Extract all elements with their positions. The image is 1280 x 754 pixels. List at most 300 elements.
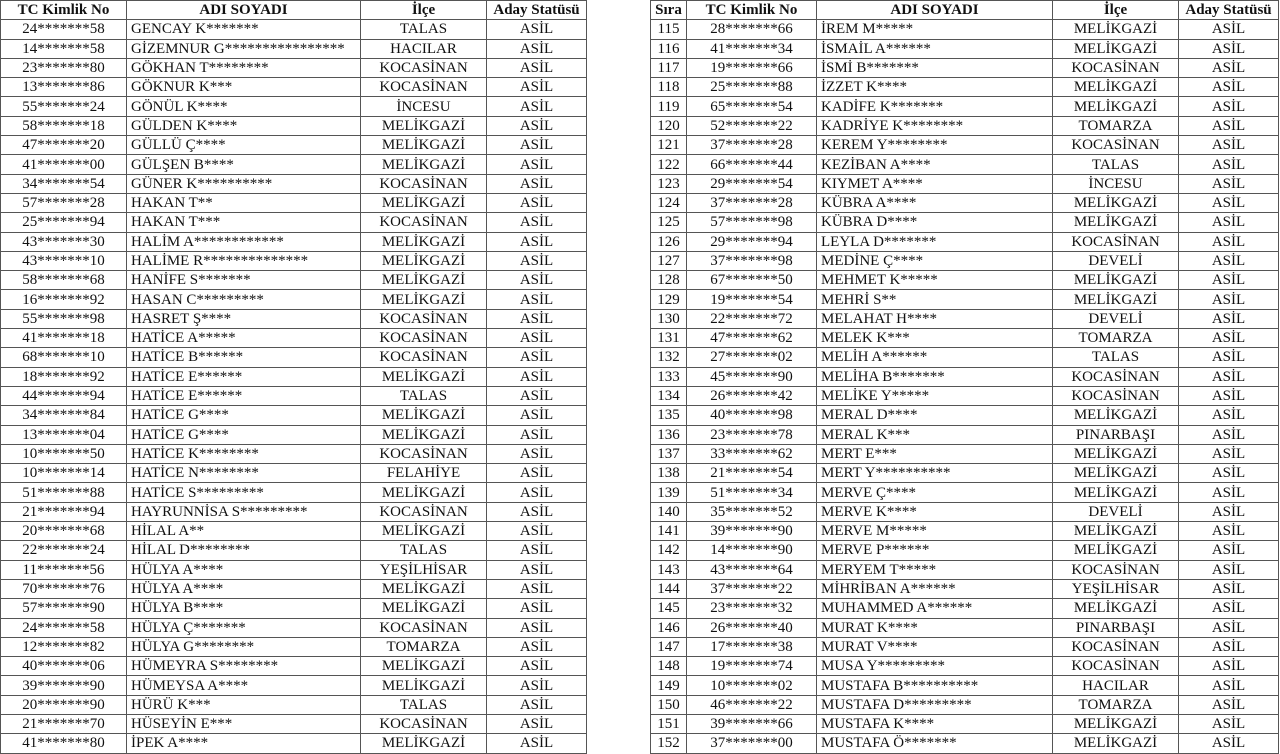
status-cell: ASİL	[487, 714, 587, 733]
tc-no-cell: 20*******90	[1, 695, 127, 714]
district-cell: FELAHİYE	[361, 464, 487, 483]
district-cell: MELİKGAZİ	[361, 232, 487, 251]
status-cell: ASİL	[487, 155, 587, 174]
table-row	[1, 425, 587, 444]
district-cell: MELİKGAZİ	[361, 406, 487, 425]
status-cell: ASİL	[1179, 78, 1279, 97]
name-cell: HAKAN T**	[127, 193, 361, 212]
tc-no-cell: 37*******00	[687, 734, 817, 753]
district-cell: MELİKGAZİ	[1053, 39, 1179, 58]
order-no-cell: 123	[651, 174, 687, 193]
table-row	[1, 386, 587, 405]
status-cell: ASİL	[487, 676, 587, 695]
district-cell: DEVELİ	[1053, 251, 1179, 270]
name-cell: HATİCE K********	[127, 444, 361, 463]
table-row	[1, 367, 587, 386]
district-cell: MELİKGAZİ	[1053, 406, 1179, 425]
district-cell: MELİKGAZİ	[361, 290, 487, 309]
district-cell: MELİKGAZİ	[1053, 97, 1179, 116]
tc-no-cell: 44*******94	[1, 386, 127, 405]
tc-no-cell: 26*******42	[687, 386, 817, 405]
tc-no-cell: 24*******58	[1, 20, 127, 39]
order-no-cell: 125	[651, 213, 687, 232]
name-cell: MELİKE Y*****	[817, 386, 1053, 405]
table-row	[651, 599, 1279, 618]
district-cell: MELİKGAZİ	[361, 483, 487, 502]
table-header-row	[651, 1, 1279, 20]
table-row	[1, 406, 587, 425]
district-cell: MELİKGAZİ	[361, 657, 487, 676]
district-cell: YEŞİLHİSAR	[361, 560, 487, 579]
status-cell: ASİL	[1179, 290, 1279, 309]
order-no-cell: 126	[651, 232, 687, 251]
name-cell: KADRİYE K********	[817, 116, 1053, 135]
district-cell: MELİKGAZİ	[361, 676, 487, 695]
name-cell: GÜLDEN K****	[127, 116, 361, 135]
order-no-cell: 152	[651, 734, 687, 753]
tc-no-cell: 24*******58	[1, 618, 127, 637]
name-cell: MURAT V****	[817, 637, 1053, 656]
order-no-cell: 143	[651, 560, 687, 579]
tc-no-cell: 14*******58	[1, 39, 127, 58]
name-cell: HATİCE E******	[127, 367, 361, 386]
name-cell: KIYMET A****	[817, 174, 1053, 193]
district-cell: MELİKGAZİ	[1053, 444, 1179, 463]
tc-no-cell: 22*******24	[1, 541, 127, 560]
district-cell: MELİKGAZİ	[361, 251, 487, 270]
tc-no-cell: 13*******04	[1, 425, 127, 444]
name-cell: GÖNÜL K****	[127, 97, 361, 116]
order-no-cell: 150	[651, 695, 687, 714]
status-cell: ASİL	[1179, 579, 1279, 598]
district-cell: İNCESU	[1053, 174, 1179, 193]
order-no-cell: 129	[651, 290, 687, 309]
tc-no-cell: 45*******90	[687, 367, 817, 386]
tc-no-cell: 70*******76	[1, 579, 127, 598]
district-cell: KOCASİNAN	[361, 444, 487, 463]
name-cell: MERVE P******	[817, 541, 1053, 560]
table-header-row	[1, 1, 587, 20]
status-cell: ASİL	[487, 20, 587, 39]
status-cell: ASİL	[487, 483, 587, 502]
table-row	[651, 136, 1279, 155]
tc-no-cell: 21*******54	[687, 464, 817, 483]
table-row	[1, 676, 587, 695]
district-cell: KOCASİNAN	[1053, 367, 1179, 386]
tc-no-cell: 29*******94	[687, 232, 817, 251]
name-cell: MERT E***	[817, 444, 1053, 463]
tc-no-cell: 10*******50	[1, 444, 127, 463]
table-row	[1, 348, 587, 367]
district-cell: TALAS	[361, 541, 487, 560]
status-cell: ASİL	[1179, 58, 1279, 77]
column-header-order-no: Sıra	[651, 1, 687, 20]
table-row	[1, 502, 587, 521]
status-cell: ASİL	[1179, 97, 1279, 116]
name-cell: İZZET K****	[817, 78, 1053, 97]
status-cell: ASİL	[487, 348, 587, 367]
status-cell: ASİL	[1179, 406, 1279, 425]
status-cell: ASİL	[487, 39, 587, 58]
district-cell: MELİKGAZİ	[1053, 78, 1179, 97]
candidate-table-left	[0, 0, 587, 754]
status-cell: ASİL	[487, 367, 587, 386]
tc-no-cell: 47*******62	[687, 329, 817, 348]
name-cell: GÖKHAN T********	[127, 58, 361, 77]
table-row	[1, 657, 587, 676]
status-cell: ASİL	[487, 541, 587, 560]
column-header-name: ADI SOYADI	[817, 1, 1053, 20]
status-cell: ASİL	[487, 695, 587, 714]
tc-no-cell: 41*******80	[1, 734, 127, 753]
table-row	[651, 579, 1279, 598]
order-no-cell: 136	[651, 425, 687, 444]
district-cell: TALAS	[361, 695, 487, 714]
name-cell: HASRET Ş****	[127, 309, 361, 328]
table-row	[651, 329, 1279, 348]
status-cell: ASİL	[487, 637, 587, 656]
table-row	[1, 136, 587, 155]
name-cell: MELAHAT H****	[817, 309, 1053, 328]
tc-no-cell: 51*******88	[1, 483, 127, 502]
column-header-district: İlçe	[1053, 1, 1179, 20]
district-cell: MELİKGAZİ	[1053, 522, 1179, 541]
name-cell: GİZEMNUR G****************	[127, 39, 361, 58]
order-no-cell: 139	[651, 483, 687, 502]
table-row	[1, 232, 587, 251]
status-cell: ASİL	[487, 560, 587, 579]
table-row	[1, 290, 587, 309]
column-header-district: İlçe	[361, 1, 487, 20]
status-cell: ASİL	[1179, 637, 1279, 656]
name-cell: KEZİBAN A****	[817, 155, 1053, 174]
status-cell: ASİL	[1179, 155, 1279, 174]
status-cell: ASİL	[487, 406, 587, 425]
status-cell: ASİL	[487, 464, 587, 483]
tc-no-cell: 23*******78	[687, 425, 817, 444]
tc-no-cell: 37*******98	[687, 251, 817, 270]
name-cell: HATİCE G****	[127, 406, 361, 425]
order-no-cell: 134	[651, 386, 687, 405]
district-cell: MELİKGAZİ	[1053, 714, 1179, 733]
table-body	[1, 20, 587, 753]
tc-no-cell: 21*******70	[1, 714, 127, 733]
tc-no-cell: 41*******00	[1, 155, 127, 174]
district-cell: MELİKGAZİ	[361, 734, 487, 753]
name-cell: HAYRUNNİSA S*********	[127, 502, 361, 521]
status-cell: ASİL	[487, 734, 587, 753]
column-header-tc-no: TC Kimlik No	[1, 1, 127, 20]
name-cell: GÜLŞEN B****	[127, 155, 361, 174]
name-cell: HATİCE A*****	[127, 329, 361, 348]
tc-no-cell: 16*******92	[1, 290, 127, 309]
name-cell: HASAN C*********	[127, 290, 361, 309]
order-no-cell: 124	[651, 193, 687, 212]
order-no-cell: 130	[651, 309, 687, 328]
table-row	[651, 174, 1279, 193]
order-no-cell: 142	[651, 541, 687, 560]
status-cell: ASİL	[487, 251, 587, 270]
order-no-cell: 148	[651, 657, 687, 676]
order-no-cell: 138	[651, 464, 687, 483]
order-no-cell: 151	[651, 714, 687, 733]
district-cell: MELİKGAZİ	[1053, 193, 1179, 212]
status-cell: ASİL	[1179, 193, 1279, 212]
order-no-cell: 127	[651, 251, 687, 270]
table-row	[1, 155, 587, 174]
name-cell: HÜRÜ K***	[127, 695, 361, 714]
order-no-cell: 140	[651, 502, 687, 521]
order-no-cell: 118	[651, 78, 687, 97]
name-cell: HALİME R**************	[127, 251, 361, 270]
tc-no-cell: 58*******68	[1, 271, 127, 290]
table-row	[651, 676, 1279, 695]
district-cell: MELİKGAZİ	[1053, 213, 1179, 232]
tc-no-cell: 43*******30	[1, 232, 127, 251]
tc-no-cell: 23*******80	[1, 58, 127, 77]
status-cell: ASİL	[1179, 213, 1279, 232]
name-cell: MELİH A******	[817, 348, 1053, 367]
status-cell: ASİL	[1179, 502, 1279, 521]
status-cell: ASİL	[1179, 174, 1279, 193]
column-header-status: Aday Statüsü	[487, 1, 587, 20]
tc-no-cell: 10*******02	[687, 676, 817, 695]
table-row	[651, 734, 1279, 753]
status-cell: ASİL	[487, 599, 587, 618]
order-no-cell: 131	[651, 329, 687, 348]
district-cell: MELİKGAZİ	[1053, 734, 1179, 753]
status-cell: ASİL	[1179, 599, 1279, 618]
district-cell: KOCASİNAN	[1053, 232, 1179, 251]
name-cell: GÜLLÜ Ç****	[127, 136, 361, 155]
order-no-cell: 120	[651, 116, 687, 135]
tc-no-cell: 37*******28	[687, 136, 817, 155]
table-row	[651, 406, 1279, 425]
tc-no-cell: 17*******38	[687, 637, 817, 656]
name-cell: MERT Y**********	[817, 464, 1053, 483]
district-cell: KOCASİNAN	[1053, 560, 1179, 579]
table-row	[651, 541, 1279, 560]
status-cell: ASİL	[1179, 714, 1279, 733]
district-cell: TALAS	[361, 20, 487, 39]
table-body	[651, 20, 1279, 753]
table-row	[651, 637, 1279, 656]
district-cell: KOCASİNAN	[361, 618, 487, 637]
table-row	[651, 193, 1279, 212]
tc-no-cell: 55*******98	[1, 309, 127, 328]
district-cell: TOMARZA	[1053, 116, 1179, 135]
status-cell: ASİL	[1179, 386, 1279, 405]
order-no-cell: 133	[651, 367, 687, 386]
name-cell: MELİHA B*******	[817, 367, 1053, 386]
tc-no-cell: 67*******50	[687, 271, 817, 290]
district-cell: KOCASİNAN	[1053, 657, 1179, 676]
status-cell: ASİL	[1179, 367, 1279, 386]
status-cell: ASİL	[1179, 39, 1279, 58]
tc-no-cell: 55*******24	[1, 97, 127, 116]
status-cell: ASİL	[1179, 251, 1279, 270]
tc-no-cell: 34*******54	[1, 174, 127, 193]
tc-no-cell: 57*******28	[1, 193, 127, 212]
table-row	[651, 618, 1279, 637]
name-cell: HATİCE S*********	[127, 483, 361, 502]
tc-no-cell: 37*******22	[687, 579, 817, 598]
district-cell: KOCASİNAN	[361, 309, 487, 328]
district-cell: TALAS	[1053, 155, 1179, 174]
district-cell: KOCASİNAN	[361, 58, 487, 77]
status-cell: ASİL	[1179, 444, 1279, 463]
table-row	[651, 695, 1279, 714]
table-row	[1, 329, 587, 348]
district-cell: KOCASİNAN	[1053, 136, 1179, 155]
tc-no-cell: 40*******06	[1, 657, 127, 676]
name-cell: İSMİ B*******	[817, 58, 1053, 77]
table-row	[651, 464, 1279, 483]
tc-no-cell: 43*******10	[1, 251, 127, 270]
table-row	[1, 560, 587, 579]
name-cell: MUSTAFA D*********	[817, 695, 1053, 714]
name-cell: MERAL K***	[817, 425, 1053, 444]
tc-no-cell: 29*******54	[687, 174, 817, 193]
table-row	[1, 599, 587, 618]
district-cell: MELİKGAZİ	[1053, 20, 1179, 39]
table-row	[651, 502, 1279, 521]
name-cell: MİHRİBAN A******	[817, 579, 1053, 598]
order-no-cell: 119	[651, 97, 687, 116]
table-row	[651, 444, 1279, 463]
order-no-cell: 128	[651, 271, 687, 290]
tc-no-cell: 68*******10	[1, 348, 127, 367]
status-cell: ASİL	[1179, 425, 1279, 444]
tc-no-cell: 51*******34	[687, 483, 817, 502]
order-no-cell: 117	[651, 58, 687, 77]
tc-no-cell: 43*******64	[687, 560, 817, 579]
district-cell: MELİKGAZİ	[361, 155, 487, 174]
status-cell: ASİL	[1179, 348, 1279, 367]
district-cell: MELİKGAZİ	[1053, 464, 1179, 483]
order-no-cell: 122	[651, 155, 687, 174]
table-row	[1, 39, 587, 58]
status-cell: ASİL	[1179, 676, 1279, 695]
district-cell: TOMARZA	[1053, 695, 1179, 714]
district-cell: TOMARZA	[1053, 329, 1179, 348]
order-no-cell: 116	[651, 39, 687, 58]
name-cell: HANİFE S*******	[127, 271, 361, 290]
district-cell: YEŞİLHİSAR	[1053, 579, 1179, 598]
name-cell: MERAL D****	[817, 406, 1053, 425]
tc-no-cell: 19*******66	[687, 58, 817, 77]
table-row	[651, 386, 1279, 405]
district-cell: KOCASİNAN	[1053, 386, 1179, 405]
order-no-cell: 137	[651, 444, 687, 463]
district-cell: MELİKGAZİ	[1053, 483, 1179, 502]
name-cell: MERVE Ç****	[817, 483, 1053, 502]
status-cell: ASİL	[1179, 116, 1279, 135]
tc-no-cell: 18*******92	[1, 367, 127, 386]
tc-no-cell: 27*******02	[687, 348, 817, 367]
district-cell: MELİKGAZİ	[361, 136, 487, 155]
tc-no-cell: 33*******62	[687, 444, 817, 463]
name-cell: HİLAL D********	[127, 541, 361, 560]
tc-no-cell: 14*******90	[687, 541, 817, 560]
table-row	[651, 116, 1279, 135]
status-cell: ASİL	[1179, 309, 1279, 328]
table-row	[651, 290, 1279, 309]
table-row	[1, 213, 587, 232]
tc-no-cell: 34*******84	[1, 406, 127, 425]
name-cell: LEYLA D*******	[817, 232, 1053, 251]
status-cell: ASİL	[1179, 541, 1279, 560]
tc-no-cell: 12*******82	[1, 637, 127, 656]
table-row	[1, 20, 587, 39]
table-row	[1, 618, 587, 637]
name-cell: MEHMET K*****	[817, 271, 1053, 290]
name-cell: GÖKNUR K***	[127, 78, 361, 97]
table-row	[651, 657, 1279, 676]
table-row	[1, 734, 587, 753]
table-row	[1, 174, 587, 193]
name-cell: MEHRİ S**	[817, 290, 1053, 309]
status-cell: ASİL	[487, 657, 587, 676]
table-row	[1, 483, 587, 502]
status-cell: ASİL	[487, 329, 587, 348]
district-cell: KOCASİNAN	[1053, 58, 1179, 77]
name-cell: HÜSEYİN E***	[127, 714, 361, 733]
tc-no-cell: 21*******94	[1, 502, 127, 521]
table-row	[1, 58, 587, 77]
order-no-cell: 115	[651, 20, 687, 39]
tc-no-cell: 35*******52	[687, 502, 817, 521]
order-no-cell: 147	[651, 637, 687, 656]
district-cell: MELİKGAZİ	[361, 367, 487, 386]
column-header-tc-no: TC Kimlik No	[687, 1, 817, 20]
tc-no-cell: 39*******90	[1, 676, 127, 695]
district-cell: PINARBAŞI	[1053, 618, 1179, 637]
table-row	[651, 78, 1279, 97]
status-cell: ASİL	[1179, 136, 1279, 155]
tc-no-cell: 25*******88	[687, 78, 817, 97]
status-cell: ASİL	[487, 522, 587, 541]
status-cell: ASİL	[487, 232, 587, 251]
order-no-cell: 121	[651, 136, 687, 155]
name-cell: HALİM A************	[127, 232, 361, 251]
status-cell: ASİL	[1179, 464, 1279, 483]
name-cell: HÜLYA Ç*******	[127, 618, 361, 637]
name-cell: İSMAİL A******	[817, 39, 1053, 58]
name-cell: MEDİNE Ç****	[817, 251, 1053, 270]
table-row	[1, 637, 587, 656]
table-row	[1, 541, 587, 560]
table-row	[1, 309, 587, 328]
tc-no-cell: 40*******98	[687, 406, 817, 425]
table-row	[1, 522, 587, 541]
tc-no-cell: 26*******40	[687, 618, 817, 637]
district-cell: İNCESU	[361, 97, 487, 116]
district-cell: KOCASİNAN	[361, 78, 487, 97]
name-cell: İPEK A****	[127, 734, 361, 753]
name-cell: İREM M*****	[817, 20, 1053, 39]
name-cell: HÜLYA A****	[127, 579, 361, 598]
order-no-cell: 132	[651, 348, 687, 367]
tc-no-cell: 28*******66	[687, 20, 817, 39]
table-row	[651, 714, 1279, 733]
district-cell: MELİKGAZİ	[1053, 599, 1179, 618]
district-cell: MELİKGAZİ	[361, 522, 487, 541]
name-cell: HÜLYA A****	[127, 560, 361, 579]
table-row	[651, 560, 1279, 579]
district-cell: TALAS	[361, 386, 487, 405]
name-cell: MUSTAFA Ö*******	[817, 734, 1053, 753]
